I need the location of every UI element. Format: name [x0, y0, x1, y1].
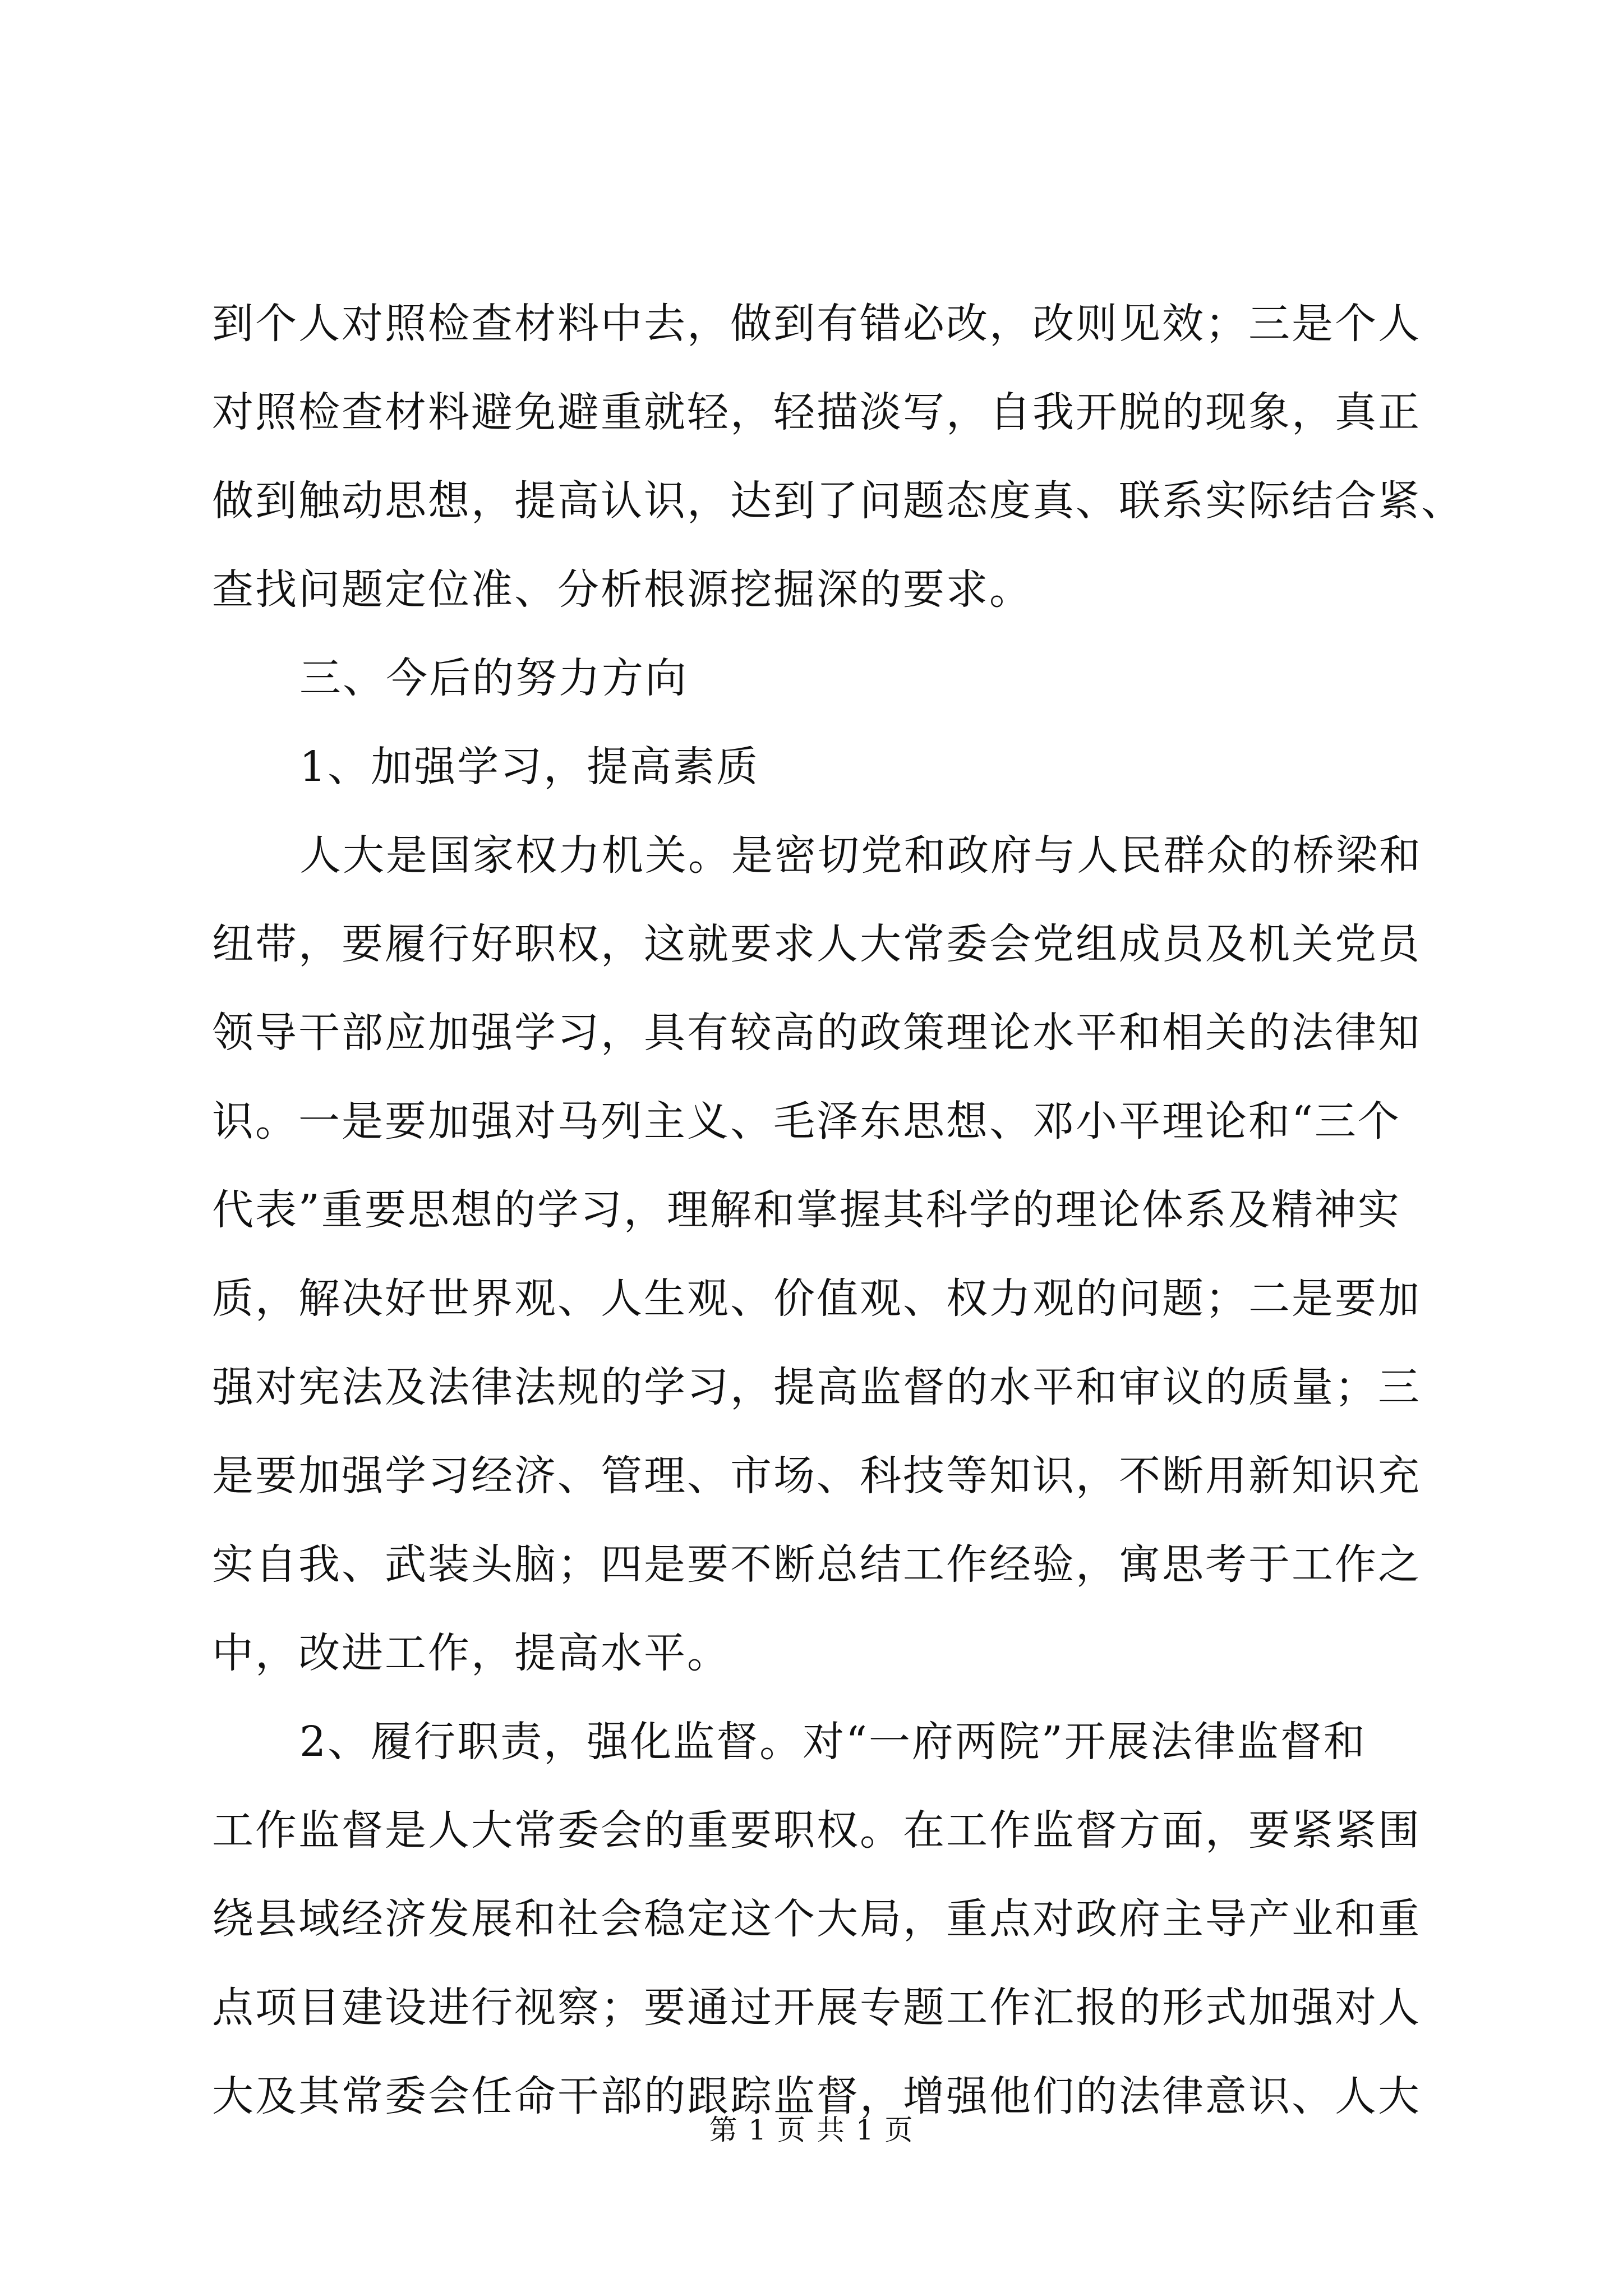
text-line: 人大是国家权力机关。是密切党和政府与人民群众的桥梁和	[299, 831, 1422, 880]
document-body	[212, 279, 1464, 2141]
section-heading: 三、今后的努力方向	[299, 654, 688, 702]
text-line: 纽带，要履行好职权，这就要求人大常委会党组成员及机关党员	[212, 920, 1421, 968]
text-line: 识。一是要加强对马列主义、毛泽东思想、邓小平理论和“三个	[212, 1097, 1401, 1145]
subsection-heading: 1、加强学习，提高素质	[299, 743, 760, 791]
page-footer: 第 1 页 共 1 页	[709, 2114, 914, 2146]
text-line: 到个人对照检查材料中去，做到有错必改，改则见效；三是个人	[212, 300, 1421, 348]
text-line: 质，解决好世界观、人生观、价值观、权力观的问题；二是要加	[212, 1274, 1421, 1323]
text-line: 查找问题定位准、分析根源挖掘深的要求。	[212, 565, 1032, 614]
text-line: 强对宪法及法律法规的学习，提高监督的水平和审议的质量；三	[212, 1363, 1421, 1411]
text-line: 代表”重要思想的学习，理解和掌握其科学的理论体系及精神实	[212, 1186, 1401, 1234]
text-line: 点项目建设进行视察；要通过开展专题工作汇报的形式加强对人	[212, 1984, 1421, 2032]
text-line: 中，改进工作，提高水平。	[212, 1629, 730, 1677]
text-line: 实自我、武装头脑；四是要不断总结工作经验，寓思考于工作之	[212, 1540, 1421, 1589]
text-line: 做到触动思想，提高认识，达到了问题态度真、联系实际结合紧、	[212, 477, 1464, 525]
text-line: 对照检查材料避免避重就轻，轻描淡写，自我开脱的现象，真正	[212, 388, 1421, 436]
text-line: 绕县域经济发展和社会稳定这个大局，重点对政府主导产业和重	[212, 1895, 1421, 1943]
text-line: 大及其常委会任命干部的跟踪监督，增强他们的法律意识、人大	[212, 2072, 1421, 2120]
text-line: 工作监督是人大常委会的重要职权。在工作监督方面，要紧紧围	[212, 1806, 1421, 1855]
text-line: 2、履行职责，强化监督。对“一府两院”开展法律监督和	[299, 1718, 1367, 1766]
text-line: 领导干部应加强学习，具有较高的政策理论水平和相关的法律知	[212, 1009, 1421, 1057]
text-line: 是要加强学习经济、管理、市场、科技等知识，不断用新知识充	[212, 1452, 1421, 1500]
